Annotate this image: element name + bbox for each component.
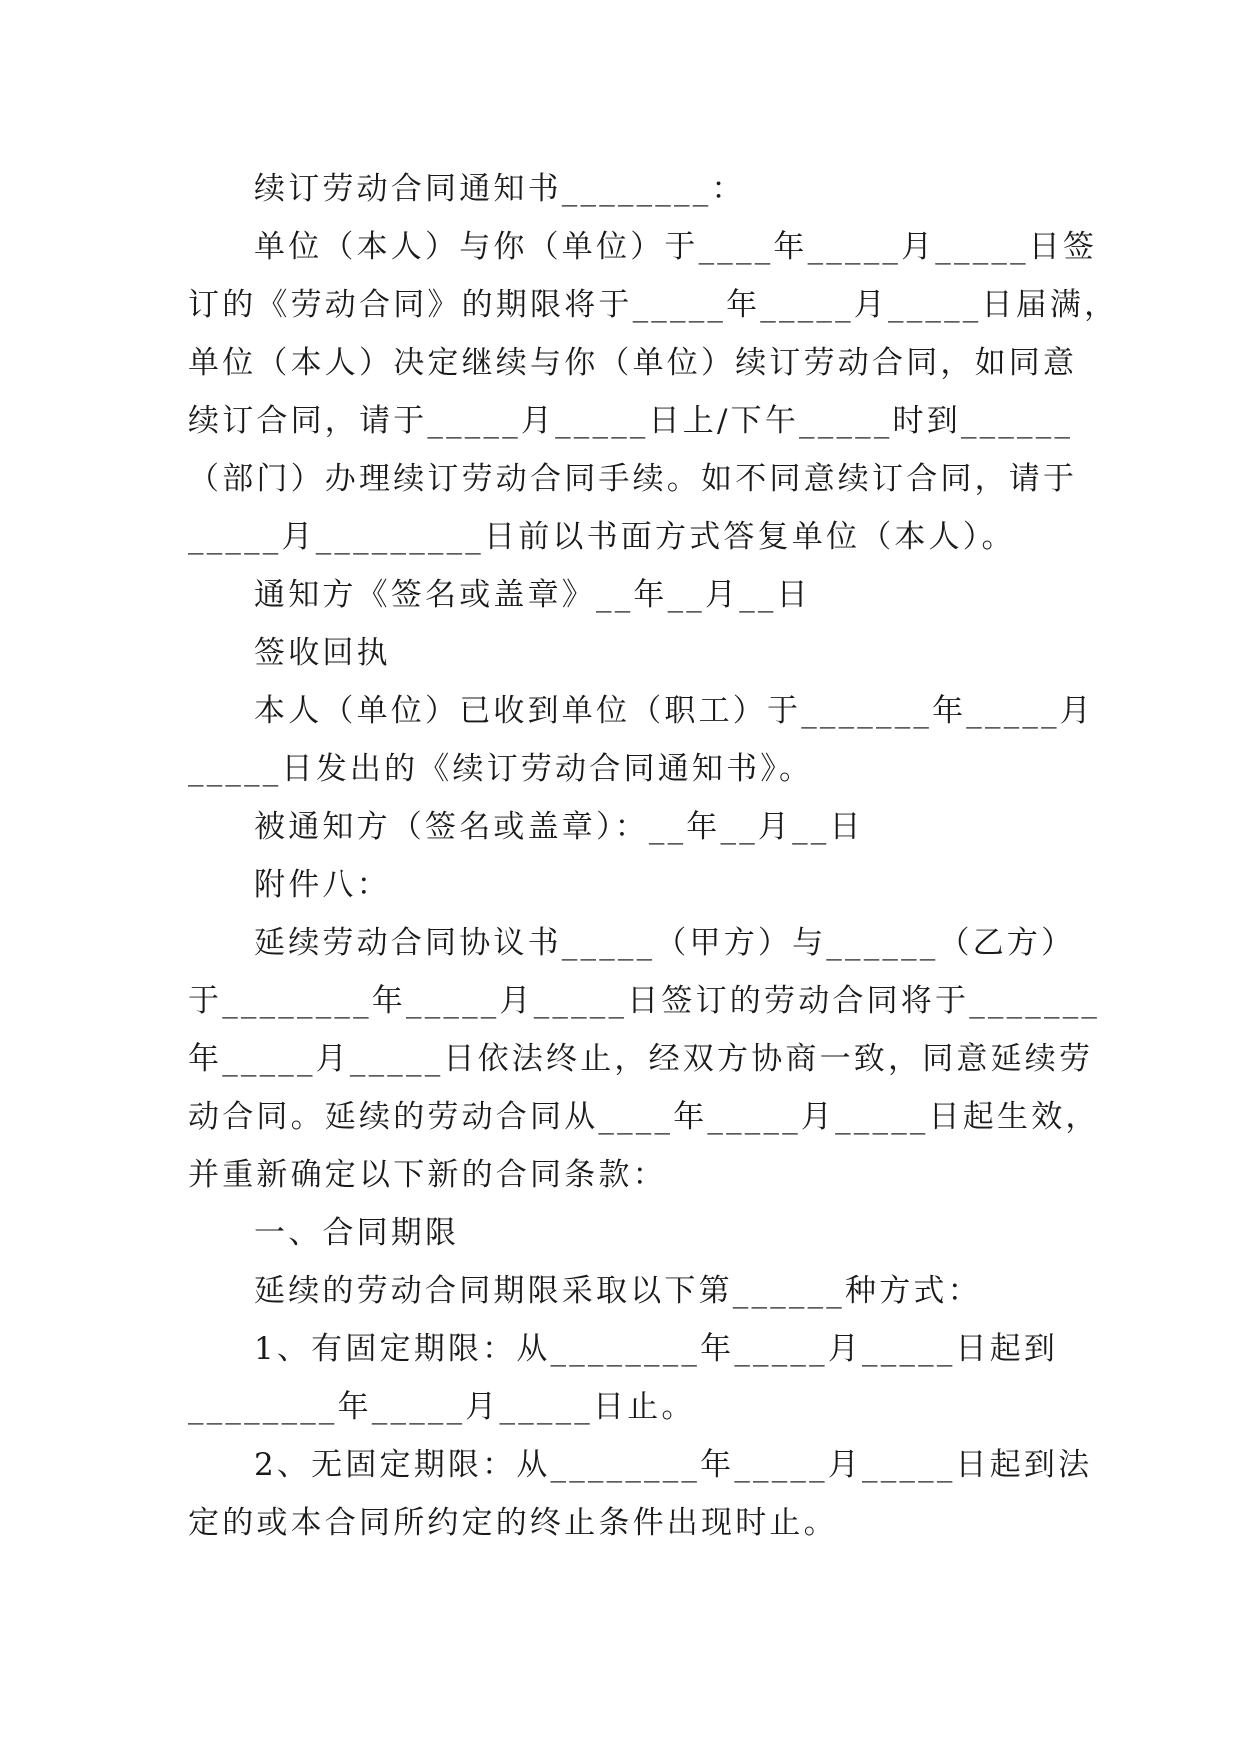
fixed-term-clause: 1、有固定期限：从________年_____月_____日起到 bbox=[254, 1331, 1059, 1367]
text-line: _____日发出的《续订劳动合同通知书》。 bbox=[188, 751, 814, 787]
open-term-clause: 2、无固定期限：从________年_____月_____日起到法 bbox=[254, 1447, 1093, 1483]
text-line: 并重新确定以下新的合同条款： bbox=[188, 1157, 667, 1193]
text-line: 单位（本人）与你（单位）于____年_____月_____日签 bbox=[254, 229, 1098, 265]
text-line: 单位（本人）决定继续与你（单位）续订劳动合同，如同意 bbox=[188, 345, 1078, 381]
section-heading-term: 一、合同期限 bbox=[254, 1215, 460, 1251]
text-line: 续订合同，请于_____月_____日上/下午_____时到______ bbox=[188, 403, 1074, 439]
text-line: ________年_____月_____日止。 bbox=[188, 1389, 696, 1425]
notifier-signature-line: 通知方《签名或盖章》__年__月__日 bbox=[254, 577, 811, 613]
attachment-heading: 附件八： bbox=[254, 867, 391, 903]
text-line: （部门）办理续订劳动合同手续。如不同意续订合同，请于 bbox=[188, 461, 1078, 497]
notice-title-line: 续订劳动合同通知书________： bbox=[254, 171, 746, 207]
document-body bbox=[188, 160, 1119, 1552]
text-line: 定的或本合同所约定的终止条件出现时止。 bbox=[188, 1505, 838, 1541]
text-line: 订的《劳动合同》的期限将于_____年_____月_____日届满， bbox=[188, 287, 1119, 323]
text-line: 延续的劳动合同期限采取以下第______种方式： bbox=[254, 1273, 982, 1309]
recipient-signature-line: 被通知方（签名或盖章）：__年__月__日 bbox=[254, 809, 864, 845]
text-line: 动合同。延续的劳动合同从____年_____月_____日起生效， bbox=[188, 1099, 1100, 1135]
text-line: 本人（单位）已收到单位（职工）于_______年_____月 bbox=[254, 693, 1094, 729]
receipt-heading: 签收回执 bbox=[254, 635, 391, 671]
text-line: 于________年_____月_____日签订的劳动合同将于_______ bbox=[188, 983, 1101, 1019]
text-line: _____月_________日前以书面方式答复单位（本人）。 bbox=[188, 519, 1016, 555]
agreement-title-line: 延续劳动合同协议书_____（甲方）与______（乙方） bbox=[254, 925, 1076, 961]
text-line: 年_____月_____日依法终止，经双方协商一致，同意延续劳 bbox=[188, 1041, 1094, 1077]
